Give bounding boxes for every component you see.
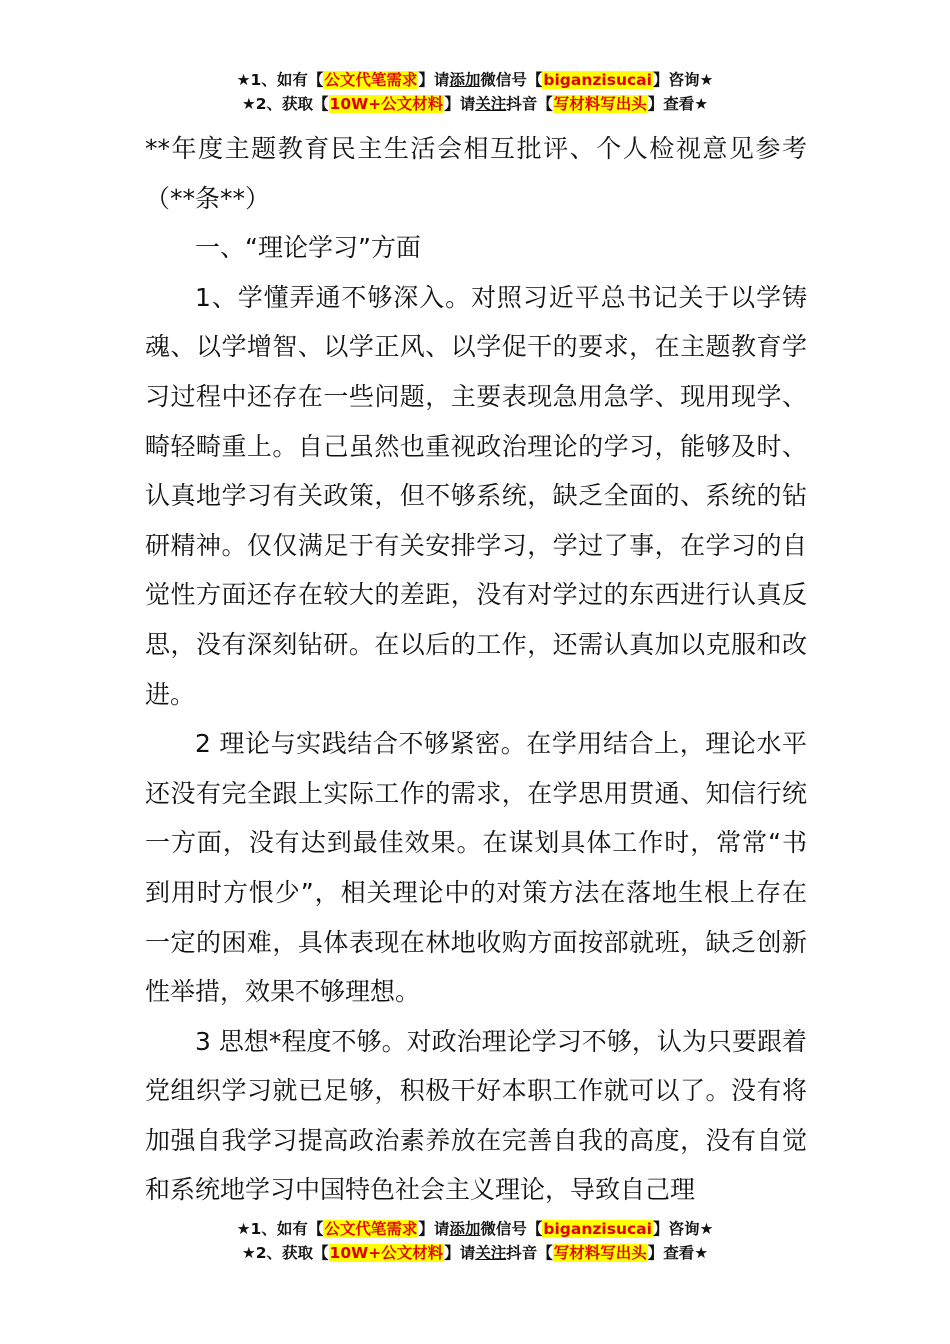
paragraph-1: 1、学懂弄通不够深入。对照习近平总书记关于以学铸魂、以学增智、以学正风、以学促干的要求，在主题教育学习过程中还存在一些问题，主要表现急用急学、现用现学、畸轻畸重上。自己虽然也重视政治理论的学习，能够及时、认真地学习有关政策，但不够系统，缺乏全面的、系统的钻研精神。仅仅满足于有关安排学习，学过了事，在学习的自觉性方面还存在较大的差距，没有对学过的东西进行认真反思，没有深刻钻研。在以后的工作，还需认真加以克服和改进。	[145, 282, 807, 709]
promo-text: 抖音【	[506, 95, 553, 113]
promo-text: 1、如有【	[250, 71, 324, 89]
promo-text: 抖音【	[506, 1244, 553, 1262]
promo-line-2	[0, 1241, 950, 1265]
document-title: **年度主题教育民主生活会相互批评、个人检视意见参考（**条**）	[145, 134, 807, 213]
promo-text: 微信号【	[480, 1220, 543, 1238]
promo-underline: 添加	[449, 1220, 481, 1238]
douyin-name-highlight: 写材料写出头	[553, 95, 647, 113]
promo-line-1	[0, 68, 950, 92]
promo-banner-bottom	[0, 1217, 950, 1265]
star-icon: ★	[241, 1244, 256, 1262]
star-icon: ★	[694, 95, 709, 113]
promo-text: 2、获取【	[255, 95, 329, 113]
promo-underline: 关注	[475, 95, 507, 113]
promo-text: 】咨询	[652, 71, 700, 89]
section-heading: 一、“理论学习”方面	[195, 233, 421, 263]
star-icon: ★	[241, 95, 256, 113]
document-body	[145, 124, 807, 1215]
promo-text: 】请	[418, 71, 450, 89]
star-icon: ★	[236, 1220, 251, 1238]
promo-text: 微信号【	[480, 71, 543, 89]
promo-underline: 关注	[475, 1244, 507, 1262]
promo-text: 】查看	[647, 1244, 695, 1262]
promo-text: 】请	[444, 95, 476, 113]
promo-highlight: 10W+公文材料	[329, 1244, 444, 1262]
star-icon: ★	[694, 1244, 709, 1262]
promo-line-1	[0, 1217, 950, 1241]
promo-highlight: 10W+公文材料	[329, 95, 444, 113]
promo-banner-top	[0, 68, 950, 116]
promo-highlight: 公文代笔需求	[324, 71, 418, 89]
wechat-id-highlight: biganzisucai	[543, 71, 652, 89]
promo-text: 】请	[418, 1220, 450, 1238]
star-icon: ★	[236, 71, 251, 89]
promo-text: 】请	[444, 1244, 476, 1262]
paragraph-2: 2 理论与实践结合不够紧密。在学用结合上，理论水平还没有完全跟上实际工作的需求，在学思用贯通、知信行统一方面，没有达到最佳效果。在谋划具体工作时，常常“书到用时方恨少”，相关理论中的对策方法在落地生根上存在一定的困难，具体表现在林地收购方面按部就班，缺乏创新性举措，效果不够理想。	[145, 729, 807, 1007]
promo-line-2	[0, 92, 950, 116]
promo-text: 】查看	[647, 95, 695, 113]
promo-text: 1、如有【	[250, 1220, 324, 1238]
promo-text: 2、获取【	[255, 1244, 329, 1262]
paragraph-3: 3 思想*程度不够。对政治理论学习不够，认为只要跟着党组织学习就已足够，积极干好本职工作就可以了。没有将加强自我学习提高政治素养放在完善自我的高度，没有自觉和系统地学习中国特色社会主义理论，导致自己理	[145, 1026, 807, 1205]
promo-text: 】咨询	[652, 1220, 700, 1238]
star-icon: ★	[699, 1220, 714, 1238]
wechat-id-highlight: biganzisucai	[543, 1220, 652, 1238]
star-icon: ★	[699, 71, 714, 89]
douyin-name-highlight: 写材料写出头	[553, 1244, 647, 1262]
promo-underline: 添加	[449, 71, 481, 89]
promo-highlight: 公文代笔需求	[324, 1220, 418, 1238]
